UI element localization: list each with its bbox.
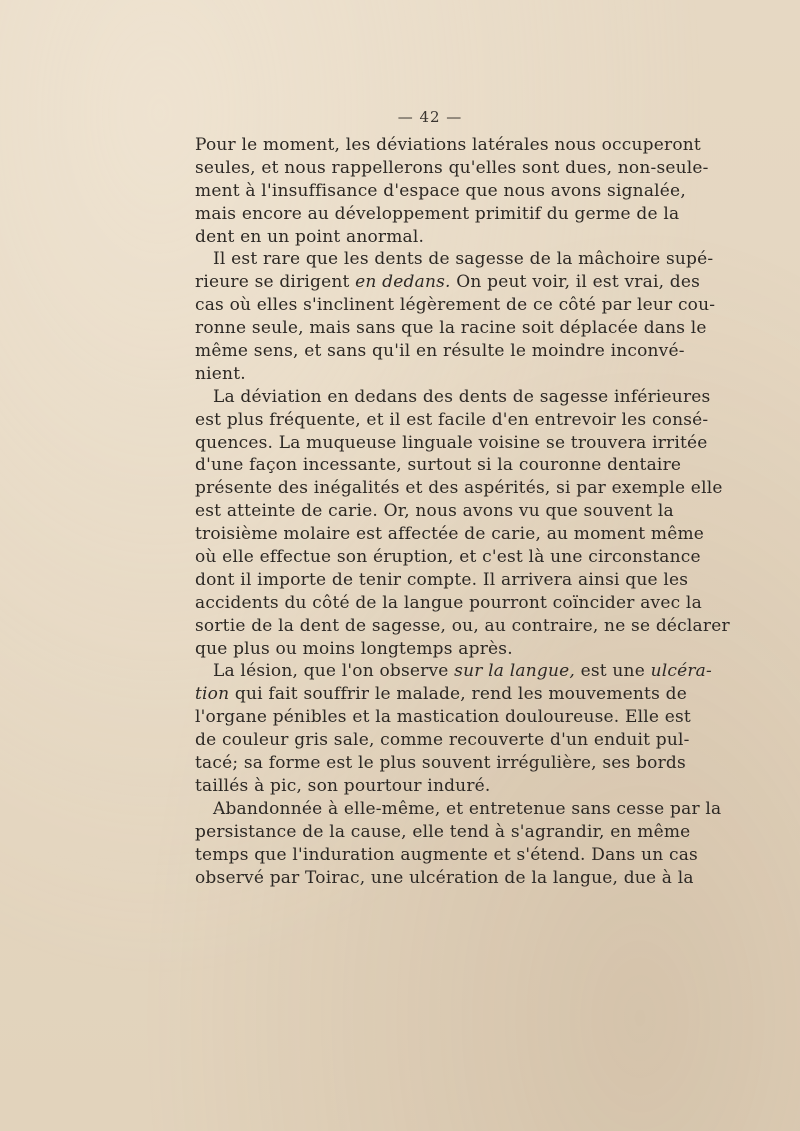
text-line: Il est rare que les dents de sagesse de la mâchoire supé-	[213, 249, 714, 270]
text-line: tacé; sa forme est le plus souvent irrégulière, ses bords	[195, 753, 686, 774]
text-line: nient.	[195, 363, 246, 384]
italic-run: en dedans.	[355, 272, 451, 293]
text-line: sortie de la dent de sagesse, ou, au contraire, ne se déclarer	[195, 615, 730, 636]
text-line: cas où elles s'inclinent légèrement de ce côté par leur cou-	[195, 295, 716, 316]
text-line: dont il importe de tenir compte. Il arrivera ainsi que les	[195, 569, 689, 590]
text-line: où elle effectue son éruption, et c'est là une circonstance	[195, 547, 701, 568]
text-line: observé par Toirac, une ulcération de la langue, due à la	[195, 867, 694, 888]
text-line: quences. La muqueuse linguale voisine se trouvera irritée	[195, 432, 708, 453]
body-text	[195, 134, 730, 889]
text-line: seules, et nous rappellerons qu'elles sont dues, non-seule-	[195, 157, 709, 178]
text-line: de couleur gris sale, comme recouverte d'un enduit pul-	[195, 730, 690, 751]
text-line: taillés à pic, son pourtour induré.	[195, 775, 491, 796]
text-line: Pour le moment, les déviations latérales nous occuperont	[195, 135, 701, 155]
text-line: que plus ou moins longtemps après.	[195, 638, 513, 659]
text-run: rieure se dirigent	[195, 272, 356, 293]
text-line: dent en un point anormal.	[195, 226, 425, 247]
text-line: l'organe pénibles et la mastication douloureuse. Elle est	[195, 707, 691, 728]
text-line: même sens, et sans qu'il en résulte le moindre inconvé-	[195, 341, 685, 362]
text-line: ment à l'insuffisance d'espace que nous avons signalée,	[195, 180, 686, 201]
text-line: persistance de la cause, elle tend à s'agrandir, en même	[195, 821, 691, 842]
text-line: troisième molaire est affectée de carie, au moment même	[195, 524, 705, 545]
text-line: accidents du côté de la langue pourront coïncider avec la	[195, 592, 702, 613]
text-line: ronne seule, mais sans que la racine soit déplacée dans le	[195, 318, 707, 339]
text-run: On peut voir, il est vrai, des	[450, 272, 701, 293]
text-run: est une	[574, 661, 651, 682]
text-line: présente des inégalités et des aspérités, si par exemple elle	[195, 478, 723, 499]
text-run: qui fait souffrir le malade, rend les mouvements de	[229, 684, 687, 705]
italic-run: ulcéra-	[650, 661, 712, 682]
text-line: Abandonnée à elle-même, et entretenue sans cesse par la	[213, 798, 722, 819]
italic-run: tion	[195, 684, 230, 705]
text-line: mais encore au développement primitif du germe de la	[195, 203, 680, 224]
text-run: La lésion, que l'on observe	[213, 661, 455, 682]
italic-run: sur la langue,	[454, 661, 575, 682]
text-line	[195, 660, 712, 683]
text-line: est atteinte de carie. Or, nous avons vu que souvent la	[195, 501, 674, 522]
text-line: est plus fréquente, et il est facile d'en entrevoir les consé-	[195, 409, 709, 430]
page-number: — 42 —	[397, 108, 463, 126]
text-line	[195, 683, 687, 706]
text-line: La déviation en dedans des dents de sagesse inférieures	[213, 386, 711, 407]
text-line: temps que l'induration augmente et s'étend. Dans un cas	[195, 844, 698, 865]
text-line: d'une façon incessante, surtout si la couronne dentaire	[195, 455, 682, 476]
text-line	[195, 271, 701, 294]
